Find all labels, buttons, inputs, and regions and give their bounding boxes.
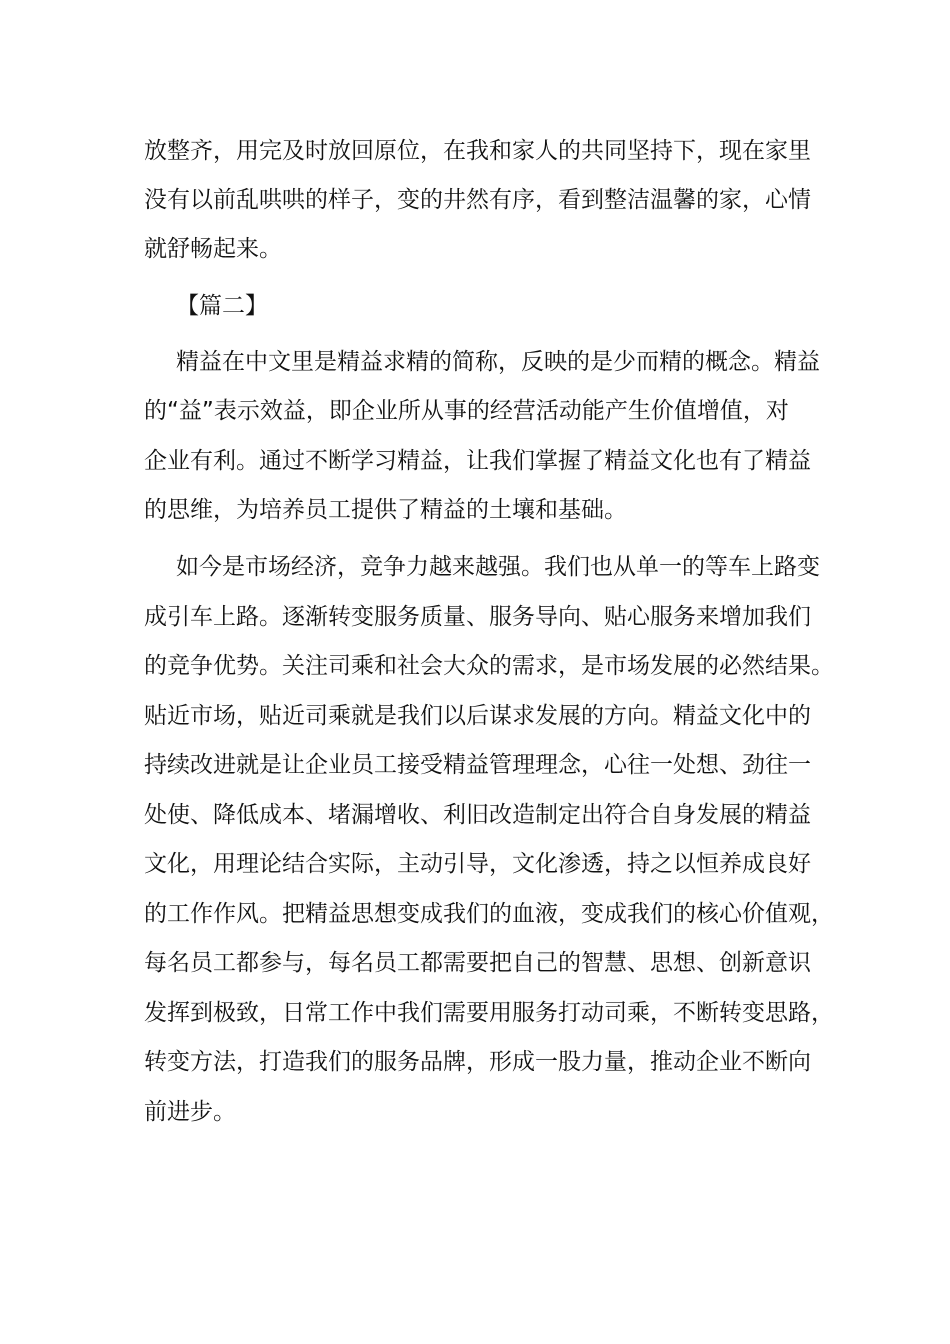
text-line: 前进步。 <box>144 1099 236 1125</box>
text-line: 的思维，为培养员工提供了精益的土壤和基础。 <box>144 497 627 523</box>
text-line: 企业有利。通过不断学习精益，让我们掌握了精益文化也有了精益 <box>144 448 811 474</box>
text-line: 每名员工都参与，每名员工都需要把自己的智慧、思想、创新意识 <box>144 950 811 976</box>
text-line: 的竞争优势。关注司乘和社会大众的需求，是市场发展的必然结果。 <box>144 653 834 679</box>
text-line: 的工作作风。把精益思想变成我们的血液，变成我们的核心价值观， <box>144 901 834 927</box>
text-line: 处使、降低成本、堵漏增收、利旧改造制定出符合自身发展的精益 <box>144 802 811 828</box>
text-line: 转变方法，打造我们的服务品牌，形成一股力量，推动企业不断向 <box>144 1049 811 1075</box>
section-heading: 【篇二】 <box>176 293 268 319</box>
text-line: 放整齐，用完及时放回原位，在我和家人的共同坚持下，现在家里 <box>144 138 811 164</box>
text-line: 持续改进就是让企业员工接受精益管理理念，心往一处想、劲往一 <box>144 752 811 778</box>
text-line: 精益在中文里是精益求精的简称，反映的是少而精的概念。精益 <box>176 349 820 375</box>
text-line: 就舒畅起来。 <box>144 236 282 262</box>
text-line: 贴近市场，贴近司乘就是我们以后谋求发展的方向。精益文化中的 <box>144 703 811 729</box>
text-line: 的“益”表示效益，即企业所从事的经营活动能产生价值增值，对 <box>144 398 789 424</box>
text-line: 发挥到极致，日常工作中我们需要用服务打动司乘，不断转变思路， <box>144 1000 834 1026</box>
text-line: 如今是市场经济，竞争力越来越强。我们也从单一的等车上路变 <box>176 554 820 580</box>
text-line: 成引车上路。逐渐转变服务质量、服务导向、贴心服务来增加我们 <box>144 604 811 630</box>
text-line: 没有以前乱哄哄的样子，变的井然有序，看到整洁温馨的家，心情 <box>144 187 811 213</box>
text-line: 文化，用理论结合实际，主动引导，文化渗透，持之以恒养成良好 <box>144 851 811 877</box>
